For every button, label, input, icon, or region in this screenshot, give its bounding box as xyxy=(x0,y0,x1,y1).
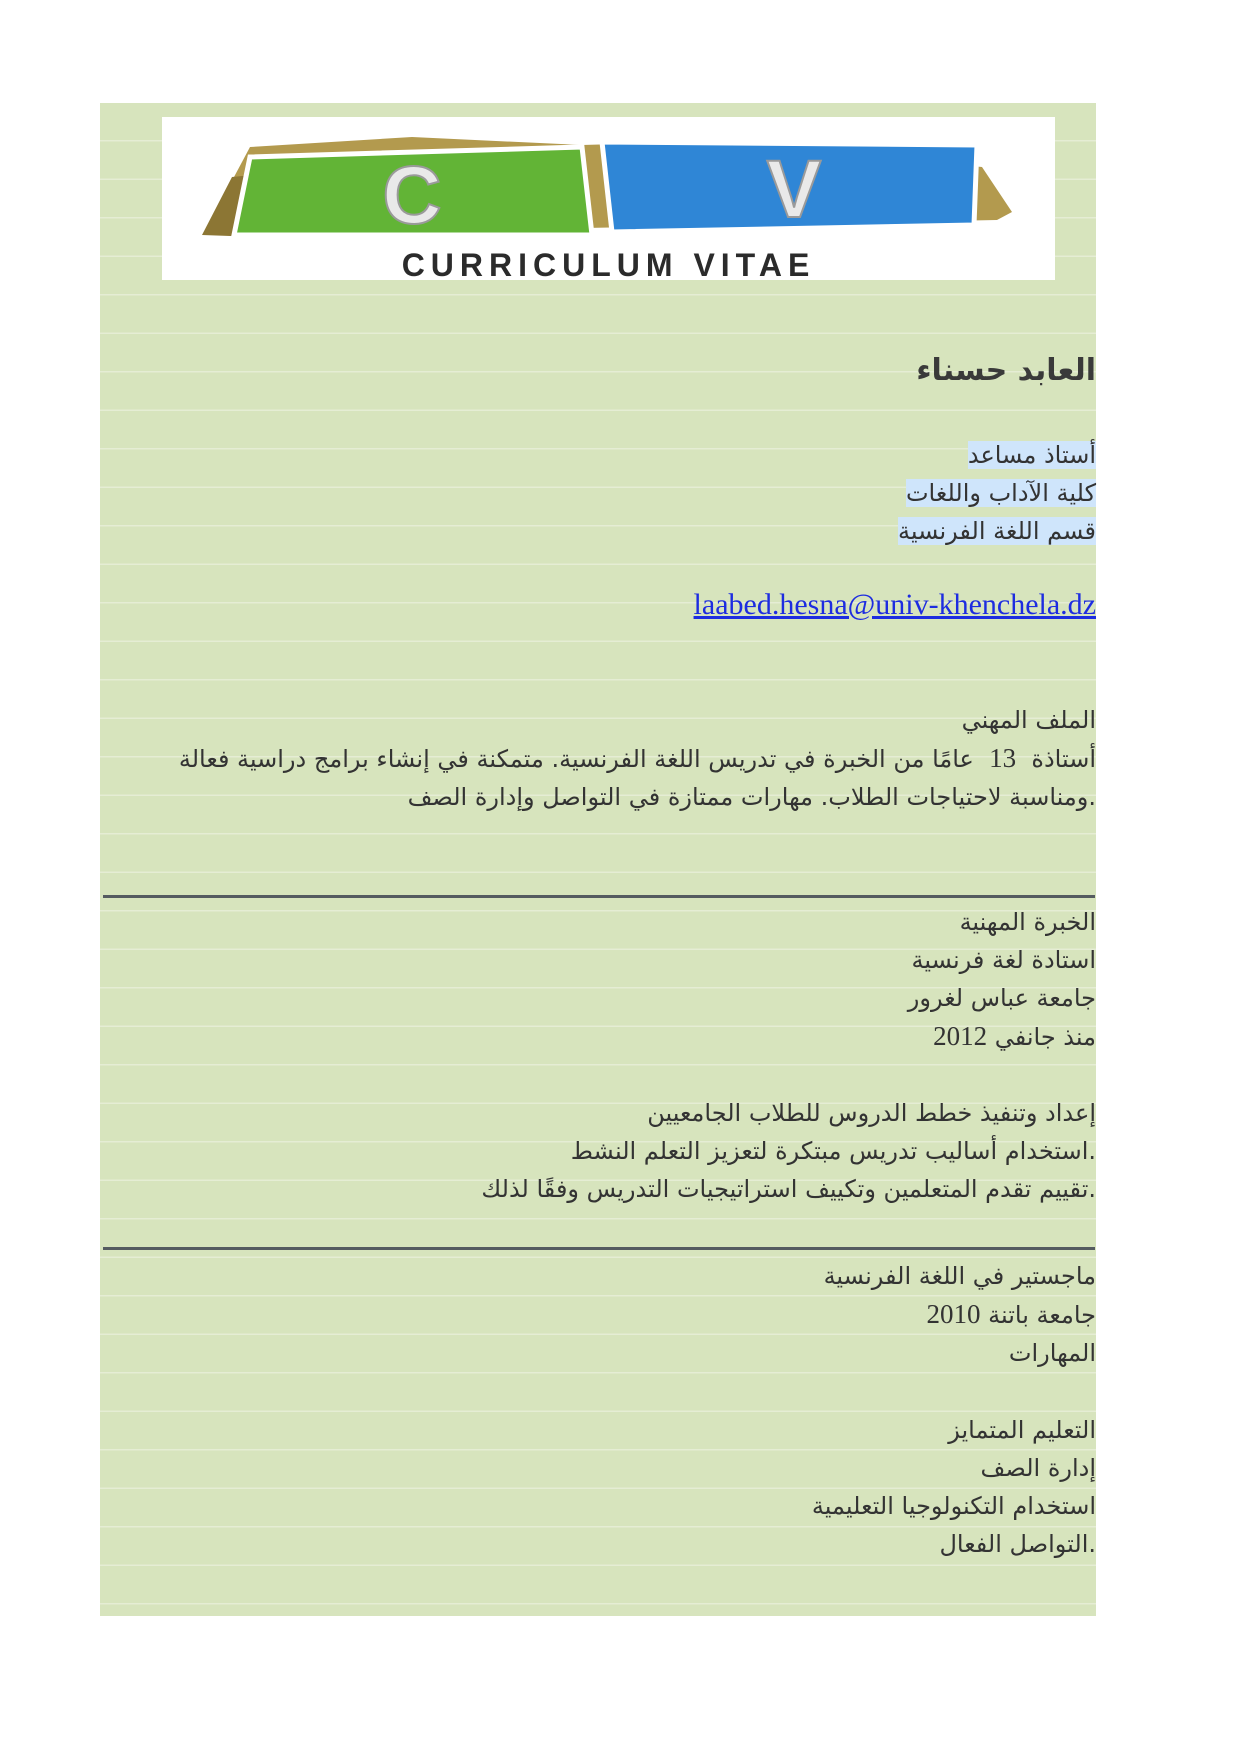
divider xyxy=(103,1247,1095,1250)
duty-item: إعداد وتنفيذ خطط الدروس للطلاب الجامعيين xyxy=(647,1099,1096,1127)
profile-prefix: أستاذة xyxy=(1031,745,1096,773)
experience-position: استادة لغة فرنسية xyxy=(911,946,1096,974)
person-name: العابد حسناء xyxy=(916,353,1096,388)
skill-item: استخدام التكنولوجيا التعليمية xyxy=(811,1492,1096,1520)
duties-list xyxy=(481,1094,1096,1208)
duty-item: .تقييم تقدم المتعلمين وتكييف استراتيجيات التدريس وفقًا لذلك xyxy=(481,1175,1096,1203)
experience-heading: الخبرة المهنية xyxy=(959,908,1096,936)
education-block xyxy=(824,1257,1096,1372)
logo-letter-c: C xyxy=(382,150,442,241)
duty-item: .استخدام أساليب تدريس مبتكرة لتعزيز التعلم النشط xyxy=(570,1137,1096,1165)
logo-caption: CURRICULUM VITAE xyxy=(401,247,816,280)
cv-logo xyxy=(162,117,1055,280)
experience-employer: جامعة عباس لغرور xyxy=(907,984,1096,1012)
education-year: 2010 xyxy=(926,1299,981,1329)
education-degree: ماجستير في اللغة الفرنسية xyxy=(823,1262,1096,1290)
title-faculty: كلية الآداب واللغات xyxy=(905,479,1096,507)
logo-letter-v: V xyxy=(766,144,822,235)
title-rank: أستاذ مساعد xyxy=(967,441,1096,469)
skill-item: إدارة الصف xyxy=(980,1454,1096,1482)
skill-item: .التواصل الفعال xyxy=(939,1530,1096,1558)
cv-page-background xyxy=(100,103,1096,1616)
skill-item: التعليم المتمايز xyxy=(948,1416,1096,1444)
profile-heading: الملف المهني xyxy=(961,706,1096,734)
experience-since-label: منذ جانفي xyxy=(994,1023,1096,1051)
title-department: قسم اللغة الفرنسية xyxy=(897,517,1096,545)
divider xyxy=(103,895,1095,898)
education-university: جامعة باتنة xyxy=(988,1301,1096,1329)
experience-since-year: 2012 xyxy=(933,1021,988,1051)
profile-line2: .ومناسبة لاحتياجات الطلاب. مهارات ممتازة في التواصل وإدارة الصف xyxy=(407,783,1096,811)
profile-years: 13 xyxy=(989,743,1017,773)
skills-heading: المهارات xyxy=(1008,1339,1096,1367)
email-link[interactable]: laabed.hesna@univ-khenchela.dz xyxy=(693,588,1096,621)
profile-text xyxy=(146,739,1096,816)
experience-block xyxy=(908,903,1096,1056)
skills-list xyxy=(812,1411,1096,1563)
title-block xyxy=(898,436,1096,550)
profile-line1: عامًا من الخبرة في تدريس اللغة الفرنسية. متمكنة في إنشاء برامج دراسية فعالة xyxy=(178,745,974,773)
